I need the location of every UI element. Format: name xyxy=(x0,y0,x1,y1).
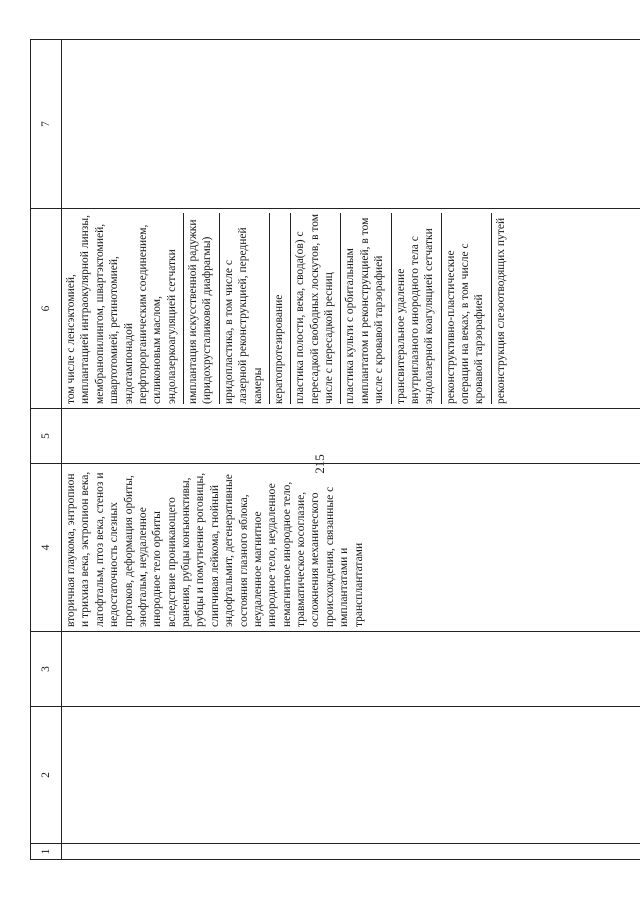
cell-col5 xyxy=(62,409,640,464)
procedure-item: пластика культи с орбитальным имплантатом и реконструкцией, в том числе с кровавой тарзорафией xyxy=(340,213,390,404)
cell-col6-procedures xyxy=(62,209,640,409)
column-header-7: 7 xyxy=(31,40,62,209)
procedure-item: пластика полости, века, свода(ов) с пересадкой свободных лоскутов, в том числе с пересадкой ресниц xyxy=(290,213,340,404)
diagnoses-text: вторичная глаукома, энтропион и трихиаз века, эктропион века, лагофтальм, птоз века, стеноз и недостаточность слезных протоков, деформация орбиты, энофтальм, неудаленное инородное тело орбиты вследствие проникающего ранения, рубцы конъюнктивы, рубцы и помутнение роговицы, слипчивая лейкома, гнойный эндофтальмит, дегенеративные состояния глазного яблока, неудаленное магнитное инородное тело, неудаленное немагнитное инородное тело, травматическое косоглазие, осложнения механического происхождения, связанные с имплантатами и трансплантатами xyxy=(65,471,365,627)
cell-col4-diagnoses xyxy=(62,464,640,632)
rotated-table-stage xyxy=(30,40,620,860)
table-row xyxy=(62,40,640,860)
column-header-3: 3 xyxy=(31,632,62,707)
cell-col3 xyxy=(62,632,640,707)
column-number-row xyxy=(31,40,62,860)
procedure-item: трансвитеральное удаление внутриглазного инородного тела с эндолазерной коагуляцией сетчатки xyxy=(391,213,441,404)
cell-col7 xyxy=(62,40,640,209)
procedure-item: реконструкция слезоотводящих путей xyxy=(491,213,512,404)
column-header-1: 1 xyxy=(31,844,62,860)
procedures-table xyxy=(30,39,640,860)
procedure-item: кератопротезирование xyxy=(269,213,290,404)
procedure-item: том числе с ленсэктомией, имплантацией интраокулярной линзы, мембранопилингом, швартэктомией, швартотомией, ретинотомией, эндотампонадой перфторорганическим соединением, силиконовым маслом, эндолазеркоагуляцией сетчатки xyxy=(65,215,178,404)
cell-col2 xyxy=(62,707,640,844)
column-header-4: 4 xyxy=(31,464,62,632)
procedure-item: иридопластика, в том числе с лазерной реконструкцией, передней камеры xyxy=(219,213,269,404)
page-number: 215 xyxy=(312,454,327,474)
column-header-5: 5 xyxy=(31,409,62,464)
cell-col1 xyxy=(62,844,640,860)
procedure-item: имплантация искусственной радужки (иридохрусталиковой диафрагмы) xyxy=(183,213,219,404)
procedure-item: реконструктивно-пластические операции на веках, в том числе с кровавой тарзорафией xyxy=(441,213,491,404)
column-header-2: 2 xyxy=(31,707,62,844)
column-header-6: 6 xyxy=(31,209,62,409)
